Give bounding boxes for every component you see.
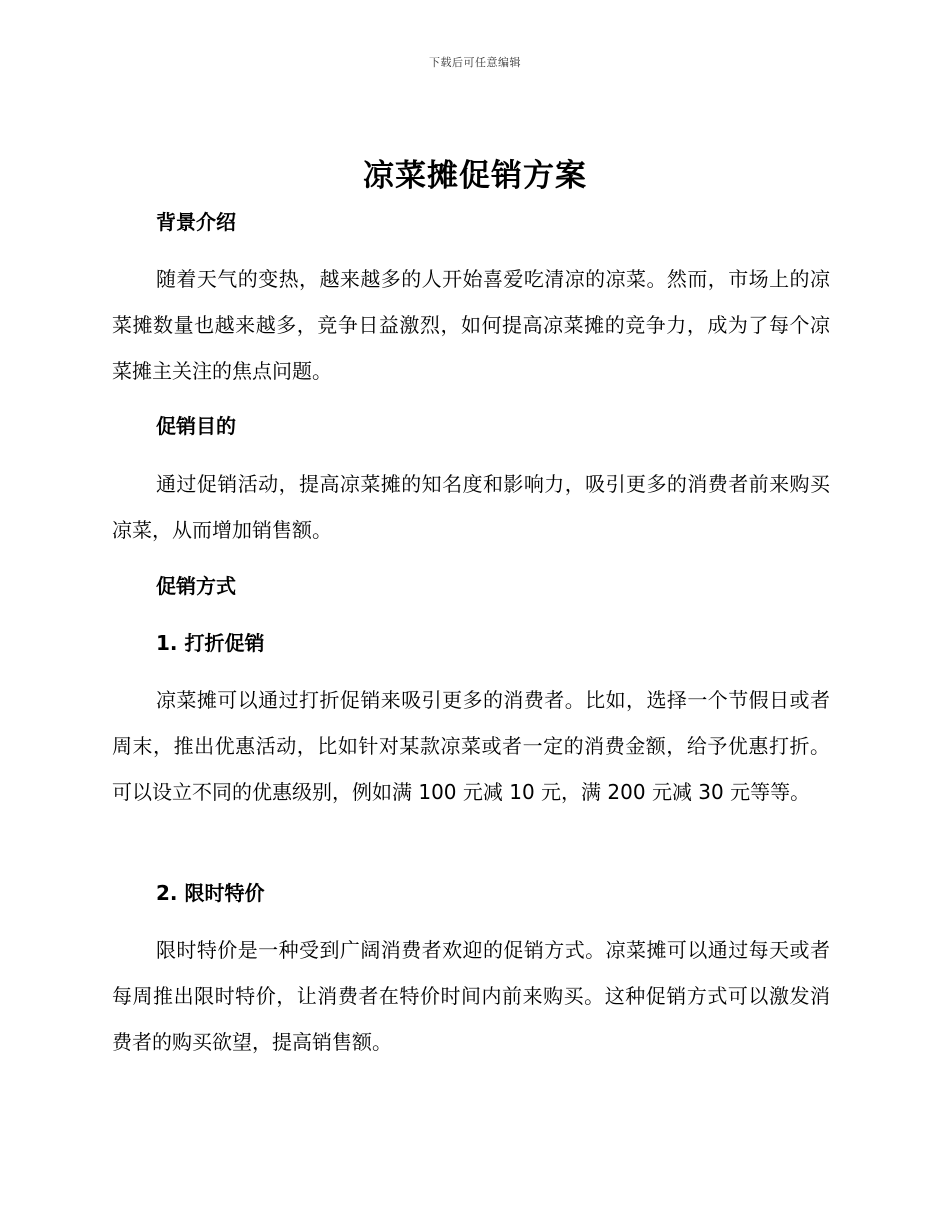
paragraph-discount: 凉菜摊可以通过打折促销来吸引更多的消费者。比如，选择一个节假日或者周末，推出优惠活动，比如针对某款凉菜或者一定的消费金额，给予优惠打折。可以设立不同的优惠级别，例如满 100 元减 10 元，满 200 元减 30 元等等。 — [112, 688, 830, 804]
header-note: 下载后可任意编辑 — [429, 56, 521, 69]
heading-purpose: 促销目的 — [156, 414, 236, 438]
document-title: 凉菜摊促销方案 — [363, 158, 587, 194]
heading-methods: 促销方式 — [156, 574, 236, 598]
paragraph-flash-sale: 限时特价是一种受到广阔消费者欢迎的促销方式。凉菜摊可以通过每天或者每周推出限时特价，让消费者在特价时间内前来购买。这种促销方式可以激发消费者的购买欲望，提高销售额。 — [112, 938, 830, 1054]
heading-background: 背景介绍 — [156, 210, 236, 234]
paragraph-purpose: 通过促销活动，提高凉菜摊的知名度和影响力，吸引更多的消费者前来购买凉菜，从而增加销售额。 — [112, 472, 830, 542]
paragraph-background: 随着天气的变热，越来越多的人开始喜爱吃清凉的凉菜。然而，市场上的凉菜摊数量也越来越多，竞争日益激烈，如何提高凉菜摊的竞争力，成为了每个凉菜摊主关注的焦点问题。 — [112, 267, 830, 383]
heading-flash-sale: 2. 限时特价 — [156, 881, 265, 905]
heading-discount: 1. 打折促销 — [156, 631, 265, 655]
